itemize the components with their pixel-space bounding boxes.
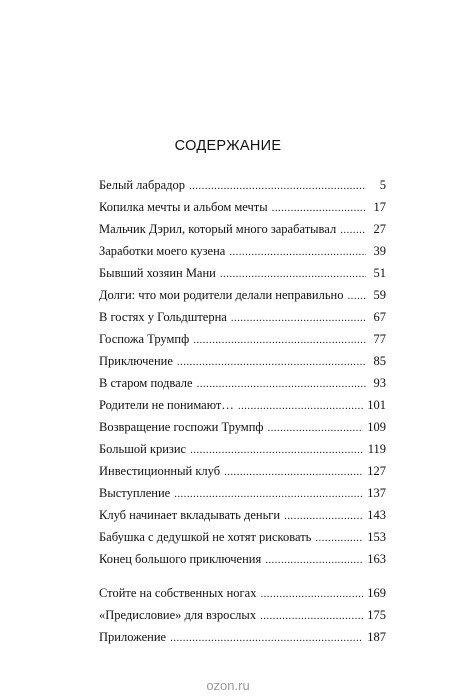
- toc-entry-title: В старом подвале: [99, 376, 193, 390]
- toc-entry-title: Белый лабрадор: [99, 178, 185, 192]
- dot-leader: [224, 463, 363, 481]
- dot-leader: [229, 243, 366, 261]
- dot-leader: [231, 309, 366, 327]
- toc-entry: [99, 484, 386, 502]
- toc-entry-page: 39: [373, 244, 386, 258]
- toc-entry-title: Копилка мечты и альбом мечты: [99, 200, 268, 214]
- dot-leader: [260, 585, 363, 603]
- toc-entry-title: Выступление: [99, 486, 171, 500]
- toc-entry-page: 67: [373, 310, 386, 324]
- dot-leader: [265, 551, 363, 569]
- toc-entry-title: «Предисловие» для взрослых: [99, 608, 257, 622]
- toc-entry-page: 77: [373, 332, 386, 346]
- toc-entry-page: 17: [373, 200, 386, 214]
- toc-entry: [99, 506, 386, 524]
- dot-leader: [189, 177, 366, 195]
- toc-entry: [99, 528, 386, 546]
- toc-entry: [99, 286, 386, 304]
- toc-entry-title: Возвращение госпожи Трумпф: [99, 420, 264, 434]
- toc-entry-page: 109: [367, 420, 386, 434]
- toc-entry-page: 5: [379, 178, 386, 192]
- dot-leader: [267, 419, 363, 437]
- toc-entry-page: 127: [367, 464, 386, 478]
- dot-leader: [315, 529, 363, 547]
- toc-entry-page: 59: [373, 288, 386, 302]
- dot-leader: [174, 485, 363, 503]
- toc-entry: [99, 628, 386, 646]
- dot-leader: [284, 507, 363, 525]
- dot-leader: [272, 199, 366, 217]
- toc-entry-page: 175: [367, 608, 386, 622]
- toc-entry-page: 143: [367, 508, 386, 522]
- toc-entry-title: Приключение: [99, 354, 173, 368]
- toc-entry-title: Большой кризис: [99, 442, 187, 456]
- dot-leader: [193, 331, 366, 349]
- toc-entry-title: Госпожа Трумпф: [99, 332, 190, 346]
- toc-entry: [99, 606, 386, 624]
- toc-entry: [99, 418, 386, 436]
- toc-entry-title: В гостях у Гольдштерна: [99, 310, 227, 324]
- dot-leader: [220, 265, 366, 283]
- toc-entry: [99, 440, 386, 458]
- toc-entry-page: 101: [367, 398, 386, 412]
- toc-entry-title: Долги: что мои родители делали неправильно: [99, 288, 344, 302]
- toc-entry-page: 27: [373, 222, 386, 236]
- dot-leader: [197, 375, 366, 393]
- toc-entry-title: Мальчик Дэрил, который много зарабатывал: [99, 222, 337, 236]
- toc-entry: [99, 584, 386, 602]
- toc-entry-title: Конец большого приключения: [99, 552, 262, 566]
- toc-entry-page: 51: [373, 266, 386, 280]
- toc-entry-page: 85: [373, 354, 386, 368]
- toc-entry-page: 163: [367, 552, 386, 566]
- dot-leader: [340, 221, 366, 239]
- toc-entry-page: 137: [367, 486, 386, 500]
- toc-entry: [99, 242, 386, 260]
- toc-entry-title: Бабушка с дедушкой не хотят рисковать: [99, 530, 312, 544]
- dot-leader: [238, 397, 363, 415]
- toc-entry-page: 153: [367, 530, 386, 544]
- toc-entry-page: 187: [367, 630, 386, 644]
- toc-entry-title: Бывший хозяин Мани: [99, 266, 216, 280]
- toc-entry-title: Клуб начинает вкладывать деньги: [99, 508, 281, 522]
- toc-entry: [99, 396, 386, 414]
- toc-entry: [99, 462, 386, 480]
- watermark-logo: ozon.ru: [206, 678, 250, 693]
- toc-entry-title: Приложение: [99, 630, 167, 644]
- toc-entry-page: 169: [367, 586, 386, 600]
- toc-entry: [99, 176, 386, 194]
- page-title: СОДЕРЖАНИЕ: [174, 138, 282, 154]
- dot-leader: [170, 629, 363, 647]
- toc-entry-title: Стойте на собственных ногах: [99, 586, 257, 600]
- toc-entry: [99, 220, 386, 238]
- toc-entry-page: 119: [367, 442, 386, 456]
- dot-leader: [348, 287, 366, 305]
- dot-leader: [177, 353, 366, 371]
- toc-entry: [99, 374, 386, 392]
- toc-entry: [99, 330, 386, 348]
- toc-entry: [99, 308, 386, 326]
- toc-entry-page: 93: [373, 376, 386, 390]
- toc-entry: [99, 550, 386, 568]
- dot-leader: [260, 607, 363, 625]
- dot-leader: [190, 441, 364, 459]
- toc-entry-title: Родители не понимают…: [99, 398, 234, 412]
- toc-entry-title: Заработки моего кузена: [99, 244, 226, 258]
- toc-entry: [99, 264, 386, 282]
- toc-entry-title: Инвестиционный клуб: [99, 464, 221, 478]
- toc-entry: [99, 198, 386, 216]
- toc-entry: [99, 352, 386, 370]
